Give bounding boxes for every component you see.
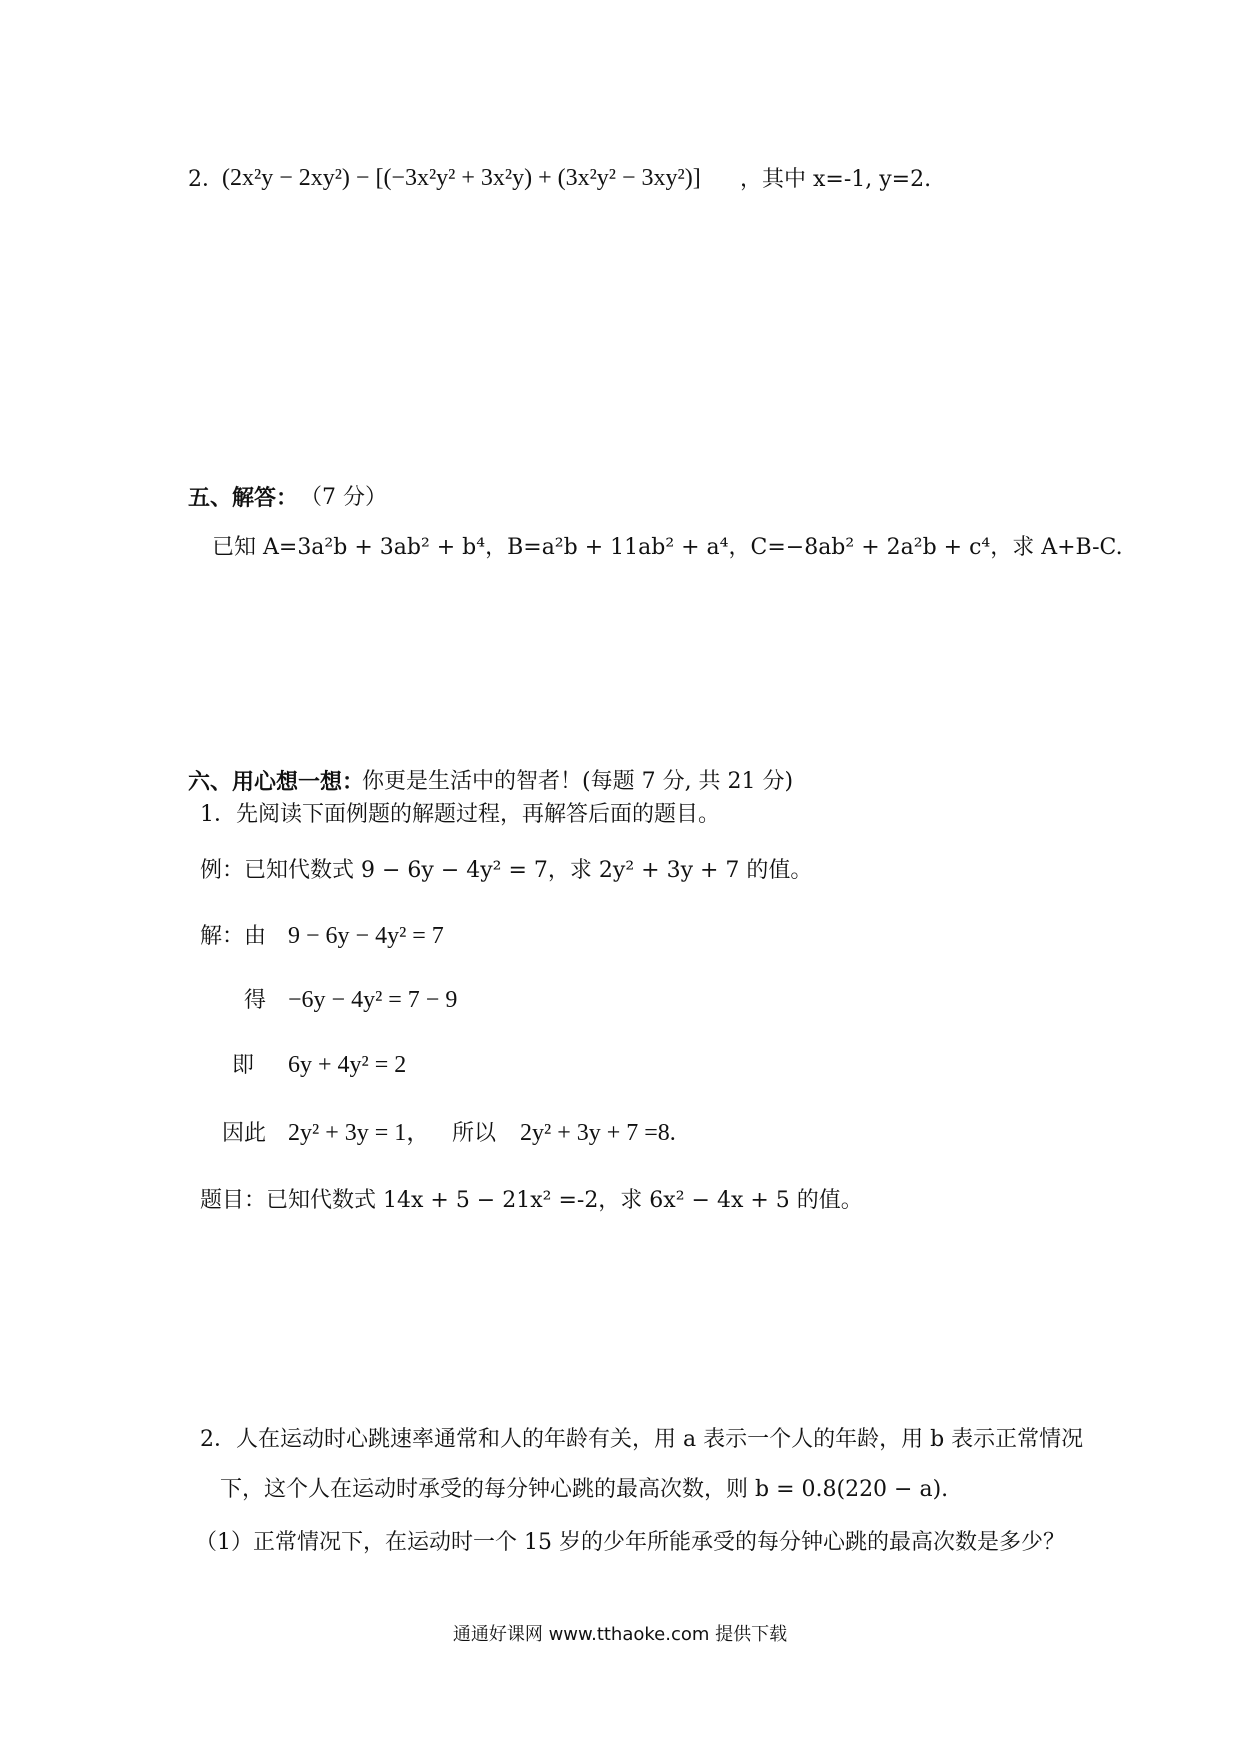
- question-2-sub-1: （1）正常情况下，在运动时一个 15 岁的少年所能承受的每分钟心跳的最高次数是多少？: [195, 1530, 1065, 1555]
- section-points: （7 分）: [300, 485, 387, 510]
- page-footer: 通通好课网 www.tthaoke.com 提供下载: [452, 1624, 788, 1645]
- expression: (2x²y − 2xy²) − [(−3x²y² + 3x²y) + (3x²y² − 3xy²)]: [222, 165, 701, 191]
- section-subtitle: 你更是生活中的智者！(每题 7 分, 共 21 分): [362, 769, 794, 794]
- solution-step-2-label: 得: [244, 988, 267, 1013]
- solution-step-3-label: 即: [232, 1053, 255, 1078]
- solution-step-4: 2y² + 3y = 1，: [288, 1120, 431, 1146]
- problem-text: 已知 A=3a²b + 3ab² + b⁴，B=a²b + 11ab² + a⁴，C=−8ab² + 2a²b + c⁴，求 A+B-C.: [212, 535, 1123, 560]
- solution-label: 解：由: [200, 924, 267, 949]
- question-number: 2．: [188, 167, 224, 192]
- section-heading: 六、用心想一想：: [188, 769, 365, 795]
- solution-step-1: 9 − 6y − 4y² = 7: [288, 923, 444, 949]
- section-heading: 五、解答：: [188, 485, 299, 511]
- condition: ，其中 x=-1, y=2.: [740, 167, 932, 192]
- question-1-intro: 1．先阅读下面例题的解题过程，再解答后面的题目。: [200, 802, 720, 827]
- task: 题目：已知代数式 14x + 5 − 21x² =-2，求 6x² − 4x + 5 的值。: [200, 1188, 863, 1213]
- solution-step-4-label-2: 所以: [452, 1121, 497, 1146]
- question-2-line-2: 下，这个人在运动时承受的每分钟心跳的最高次数，则 b = 0.8(220 − a).: [220, 1477, 949, 1502]
- question-2-line-1: 2．人在运动时心跳速率通常和人的年龄有关，用 a 表示一个人的年龄，用 b 表示正常情况: [200, 1427, 1084, 1452]
- solution-step-3: 6y + 4y² = 2: [288, 1052, 407, 1078]
- solution-step-4-label: 因此: [222, 1121, 267, 1146]
- example: 例：已知代数式 9 − 6y − 4y² = 7，求 2y² + 3y + 7 的值。: [200, 858, 813, 883]
- solution-step-2: −6y − 4y² = 7 − 9: [288, 987, 458, 1013]
- solution-step-4b: 2y² + 3y + 7 =8.: [520, 1120, 676, 1146]
